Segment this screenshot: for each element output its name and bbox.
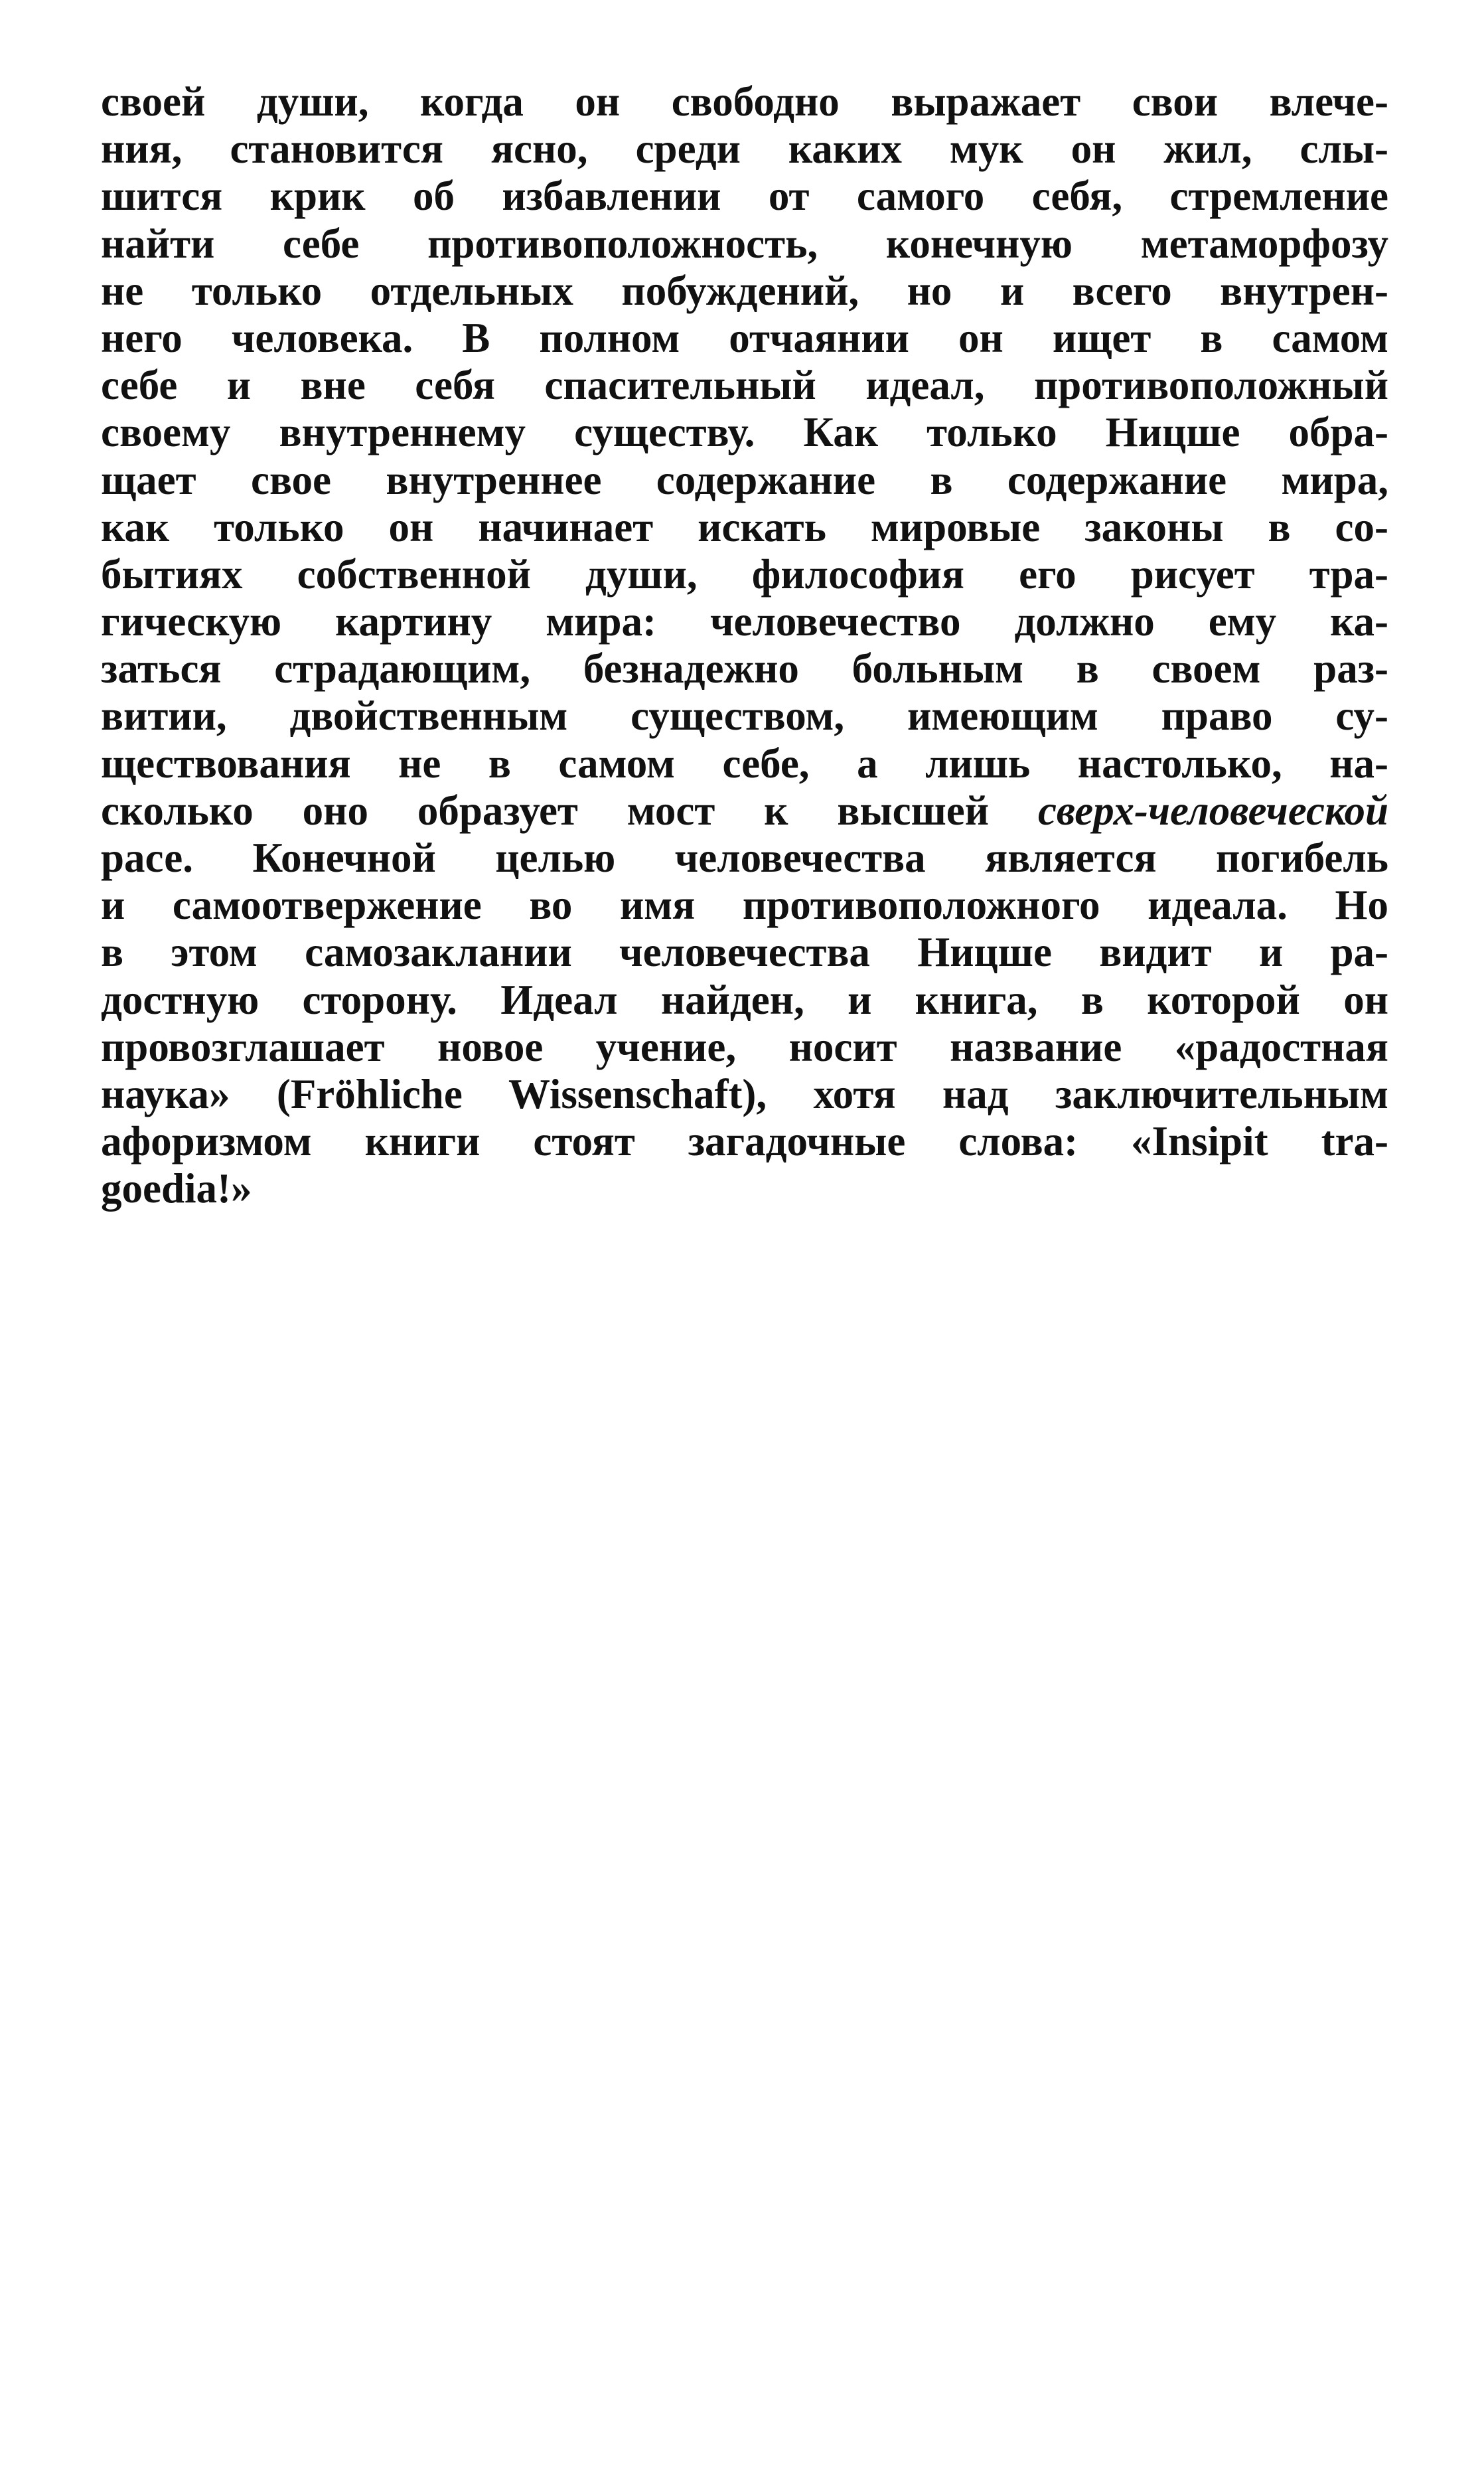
body-text — [101, 78, 1388, 1213]
text-line — [101, 1165, 1388, 1212]
text-segment: витии, двойственным существом, имеющим право су- — [101, 692, 1388, 740]
text-segment: своему внутреннему существу. Как только Ницше обра- — [101, 409, 1388, 456]
text-segment: щает свое внутреннее содержание в содержание мира, — [101, 456, 1388, 503]
text-segment: сколько оно образует мост к высшей — [101, 787, 1038, 834]
text-segment: провозглашает новое учение, носит название «радостная — [101, 1023, 1388, 1070]
text-segment: достную сторону. Идеал найден, и книга, в которой он — [101, 976, 1388, 1023]
text-line — [101, 504, 1388, 551]
text-line — [101, 173, 1388, 220]
text-line — [101, 787, 1388, 835]
text-line — [101, 835, 1388, 882]
text-line — [101, 1024, 1388, 1071]
text-segment: афоризмом книги стоят загадочные слова: «Insipit tra- — [101, 1118, 1388, 1165]
text-line — [101, 977, 1388, 1024]
text-segment: гическую картину мира: человечество должно ему ка- — [101, 598, 1388, 645]
text-segment: бытиях собственной души, философия его рисует тра- — [101, 550, 1388, 598]
text-line — [101, 1071, 1388, 1118]
italic-text-segment: сверх-человеческой — [1037, 787, 1388, 834]
text-line — [101, 362, 1388, 409]
text-segment: не только отдельных побуждений, но и всего внутрен- — [101, 267, 1388, 314]
text-line — [101, 78, 1388, 125]
text-segment: в этом самозаклании человечества Ницше видит и ра- — [101, 929, 1388, 976]
text-line — [101, 125, 1388, 173]
text-line — [101, 740, 1388, 787]
text-line — [101, 1118, 1388, 1165]
text-line — [101, 929, 1388, 976]
text-segment: расе. Конечной целью человечества является погибель — [101, 835, 1388, 881]
text-line — [101, 457, 1388, 504]
text-line — [101, 882, 1388, 929]
text-line — [101, 598, 1388, 645]
text-segment: ществования не в самом себе, а лишь настолько, на- — [101, 740, 1388, 787]
text-line — [101, 645, 1388, 692]
text-line — [101, 409, 1388, 456]
text-line — [101, 692, 1388, 740]
text-segment: себе и вне себя спасительный идеал, противоположный — [101, 362, 1388, 409]
text-segment: своей души, когда он свободно выражает свои влече- — [101, 78, 1388, 125]
text-line — [101, 551, 1388, 598]
text-segment: заться страдающим, безнадежно больным в своем раз- — [101, 645, 1388, 692]
text-line — [101, 268, 1388, 315]
text-segment: него человека. В полном отчаянии он ищет в самом — [101, 314, 1388, 361]
text-segment: ния, становится ясно, среди каких мук он жил, слы- — [101, 125, 1388, 173]
text-segment: наука» (Fröhliche Wissenschaft), хотя над заключительным — [101, 1070, 1388, 1117]
text-segment: как только он начинает искать мировые законы в со- — [101, 503, 1388, 550]
text-segment: и самоотвержение во имя противоположного идеала. Но — [101, 882, 1388, 929]
text-line — [101, 315, 1388, 362]
text-segment: шится крик об избавлении от самого себя, стремление — [101, 173, 1388, 220]
text-line — [101, 220, 1388, 268]
text-segment: goedia!» — [101, 1165, 252, 1212]
text-segment: найти себе противоположность, конечную метаморфозу — [101, 220, 1388, 267]
